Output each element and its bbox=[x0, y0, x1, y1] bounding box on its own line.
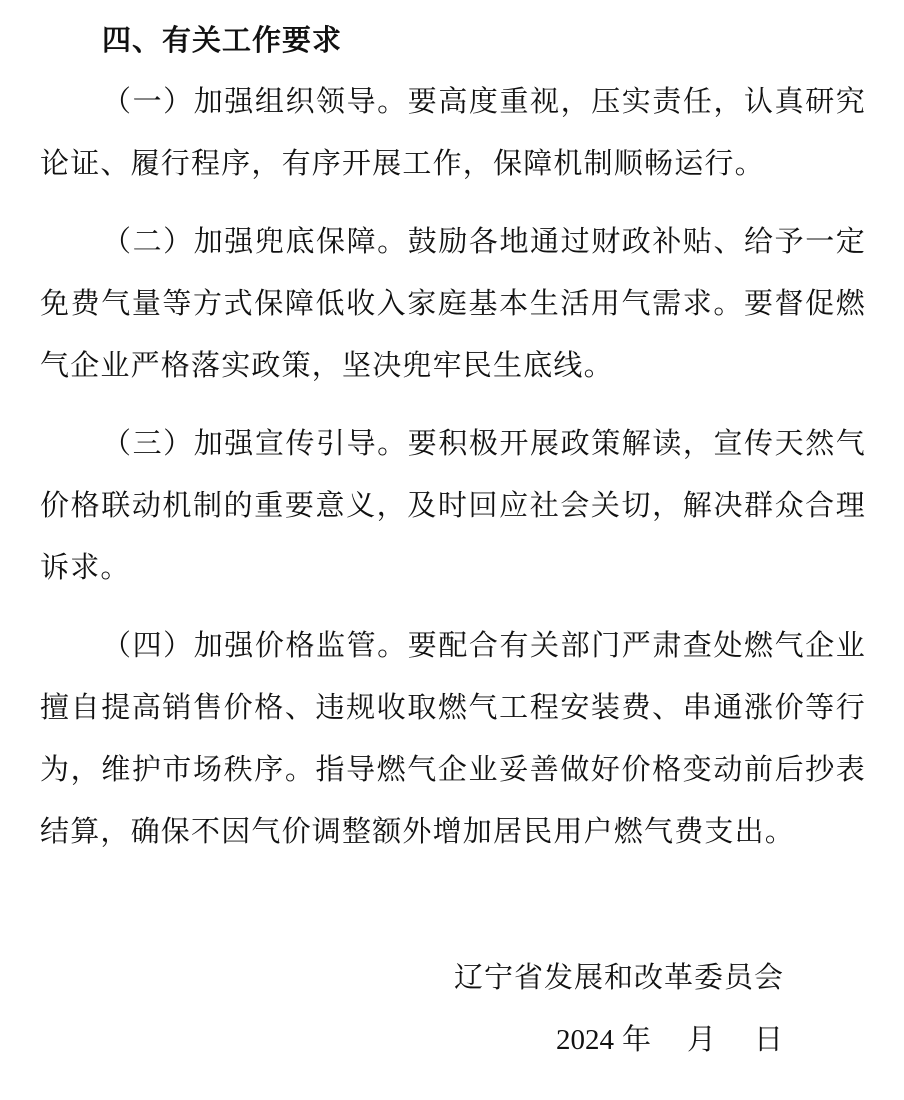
date-month-unit: 月 bbox=[687, 1024, 717, 1056]
document-body bbox=[40, 18, 866, 878]
signature-organization: 辽宁省发展和改革委员会 bbox=[454, 960, 785, 994]
paragraph-safety-net: （二）加强兜底保障。鼓励各地通过财政补贴、给予一定免费气量等方式保障低收入家庭基本生活用气需求。要督促燃气企业严格落实政策，坚决兜牢民生底线。 bbox=[40, 224, 866, 382]
section-heading: 四、有关工作要求 bbox=[102, 23, 343, 57]
date-year: 2024 bbox=[556, 1024, 614, 1056]
paragraph-organization-leadership: （一）加强组织领导。要高度重视，压实责任，认真研究论证、履行程序，有序开展工作，保障机制顺畅运行。 bbox=[40, 84, 866, 180]
signature-date bbox=[556, 1018, 783, 1062]
paragraph-publicity-guidance: （三）加强宣传引导。要积极开展政策解读，宣传天然气价格联动机制的重要意义，及时回应社会关切，解决群众合理诉求。 bbox=[40, 426, 866, 584]
paragraph-price-supervision: （四）加强价格监管。要配合有关部门严肃查处燃气企业擅自提高销售价格、违规收取燃气工程安装费、串通涨价等行为，维护市场秩序。指导燃气企业妥善做好价格变动前后抄表结算，确保不因气价调整额外增加居民用户燃气费支出。 bbox=[40, 628, 866, 848]
date-year-unit: 年 bbox=[622, 1024, 652, 1056]
date-day-unit: 日 bbox=[754, 1024, 784, 1056]
